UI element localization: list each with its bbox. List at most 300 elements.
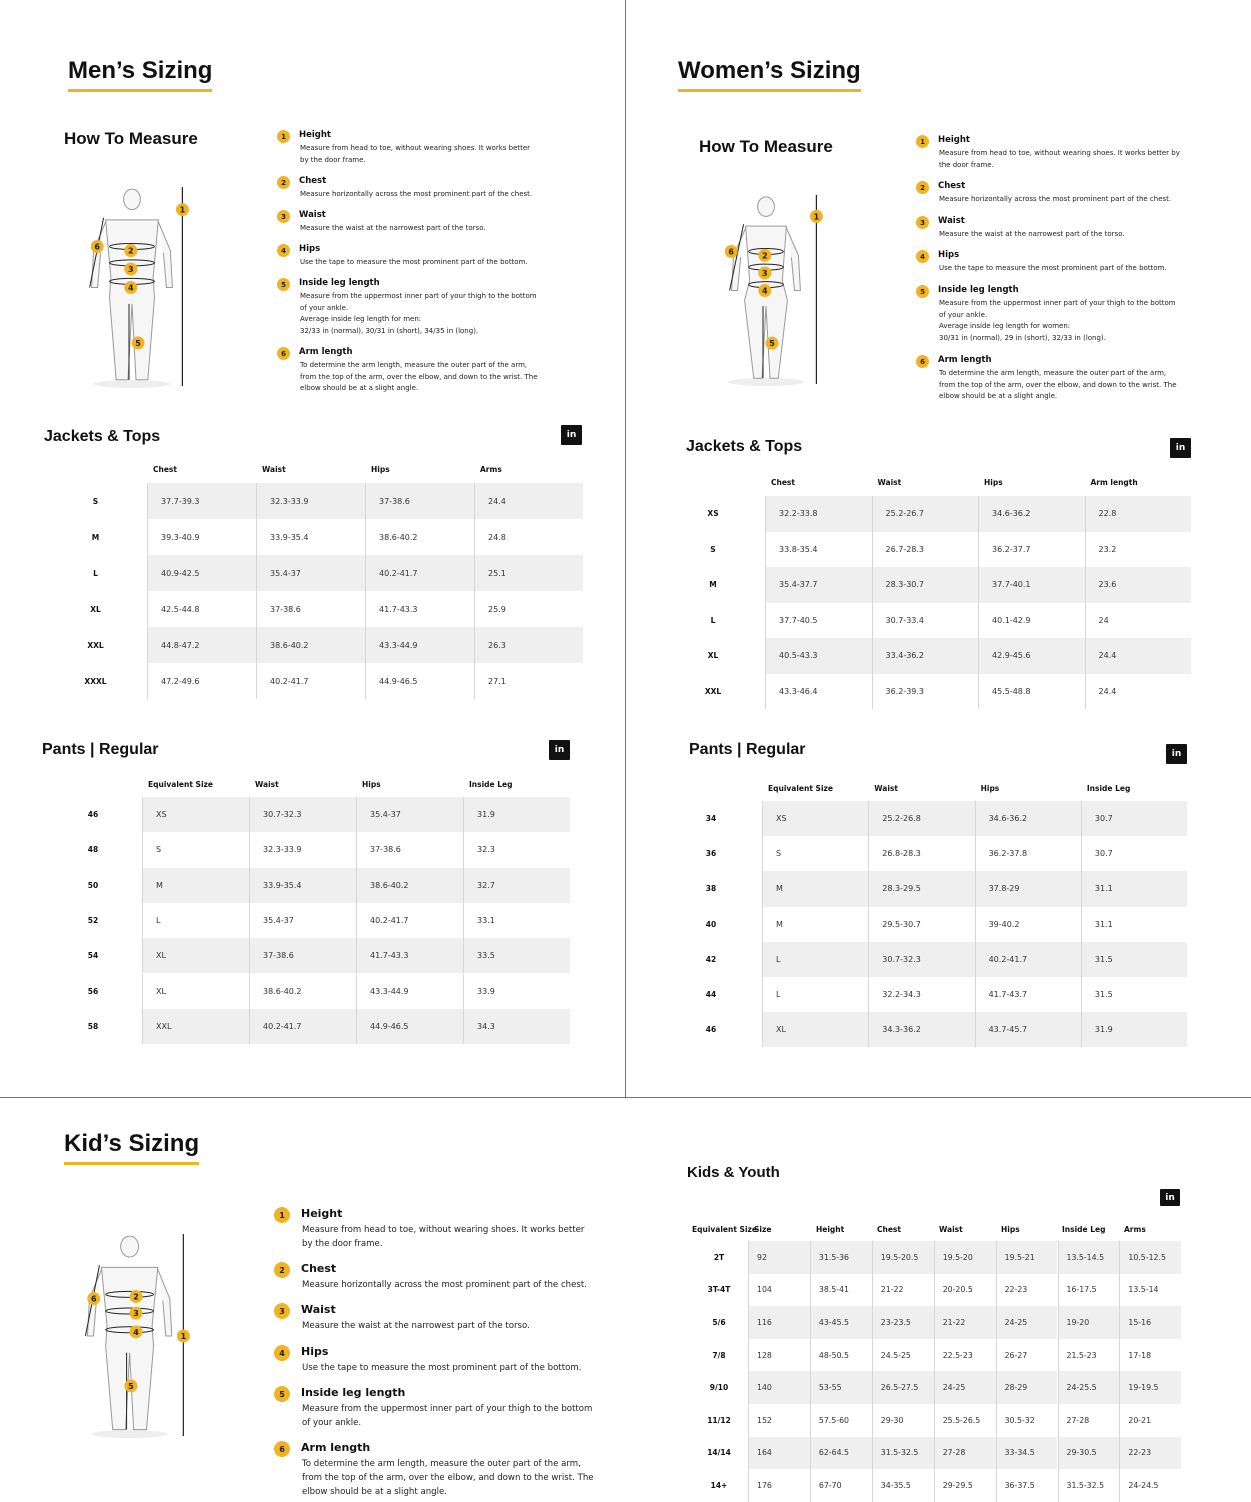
table-cell: 37.7-39.3 <box>147 483 256 519</box>
step-description: Use the tape to measure the most prominent part of the bottom. <box>302 1363 582 1373</box>
women-sizing-title: Women’s Sizing <box>678 57 861 92</box>
women-pants-heading: Pants | Regular <box>689 741 806 758</box>
row-label: 44 <box>705 990 717 1000</box>
table-cell: 41.7-43.7 <box>975 977 1081 1012</box>
table-cell: 116 <box>748 1306 810 1339</box>
marker-5-icon <box>132 336 145 349</box>
table-cell: 92 <box>748 1241 810 1274</box>
table-cell: 24.5-25 <box>872 1339 934 1372</box>
step-number-badge: 6 <box>916 355 929 368</box>
table-cell: 31.1 <box>1081 907 1187 942</box>
table-cell: 37-38.6 <box>356 832 463 867</box>
step-title: Height <box>301 1207 343 1220</box>
table-cell: XL <box>142 974 249 1009</box>
svg-text:5: 5 <box>135 338 141 348</box>
step-description: Measure from head to toe, without wearing shoes. It works better by the door frame. <box>300 144 531 164</box>
men-pants-heading: Pants | Regular <box>42 741 159 758</box>
table-cell: 15-16 <box>1119 1306 1181 1339</box>
table-cell: 30.7-33.4 <box>872 603 979 639</box>
men-how-to-measure-heading: How To Measure <box>64 129 198 148</box>
step-number-badge: 3 <box>274 1303 290 1319</box>
table-cell: 33-34.5 <box>996 1437 1058 1470</box>
table-cell: 23-23.5 <box>872 1306 934 1339</box>
table-cell: 42.5-44.8 <box>147 591 256 627</box>
table-cell: 25.2-26.7 <box>872 496 979 532</box>
step-number-badge: 5 <box>916 285 929 298</box>
table-cell: 33.9 <box>463 974 570 1009</box>
table-cell: 38.6-40.2 <box>356 868 463 903</box>
table-cell: 29-30.5 <box>1058 1437 1120 1470</box>
table-cell: 36.2-39.3 <box>872 674 979 710</box>
women-how-to-measure-heading: How To Measure <box>699 137 833 156</box>
table-cell: 34.3-36.2 <box>868 1012 974 1047</box>
table-cell: 37.7-40.5 <box>765 603 872 639</box>
svg-text:6: 6 <box>90 1294 97 1304</box>
step-number-badge: 4 <box>916 250 929 263</box>
marker-4-icon <box>124 281 137 294</box>
table-cell: 28.3-30.7 <box>872 567 979 603</box>
step-description: Measure the waist at the narrowest part of the torso. <box>939 230 1125 238</box>
column-header: Hips <box>984 478 1003 487</box>
table-cell: 31.5-32.5 <box>872 1437 934 1470</box>
table-cell: 30.7-32.3 <box>868 942 974 977</box>
step-title: Chest <box>301 1262 337 1275</box>
svg-text:2: 2 <box>133 1292 139 1302</box>
step-description: Use the tape to measure the most prominent part of the bottom. <box>939 264 1167 272</box>
table-cell: 67-70 <box>810 1469 872 1502</box>
row-label: 48 <box>87 845 99 855</box>
table-cell: S <box>762 836 868 871</box>
table-cell: 28-29 <box>996 1371 1058 1404</box>
body-silhouette-icon <box>72 1232 200 1440</box>
kids-unit-badge[interactable]: in <box>1160 1189 1180 1206</box>
table-cell: 22.5-23 <box>934 1339 996 1372</box>
marker-3-icon <box>124 263 137 276</box>
row-label: 34 <box>705 814 717 824</box>
table-cell: 24-25.5 <box>1058 1371 1120 1404</box>
table-cell: 33.4-36.2 <box>872 638 979 674</box>
table-cell: 29-29.5 <box>934 1469 996 1502</box>
step-title: Inside leg length <box>301 1386 406 1399</box>
column-header: Size <box>754 1225 772 1234</box>
step-title: Arm length <box>301 1441 371 1454</box>
table-cell: 26.7-28.3 <box>872 532 979 568</box>
table-cell: 26.3 <box>474 627 583 663</box>
row-label: 58 <box>87 1021 99 1031</box>
kids-sizing-title: Kid’s Sizing <box>64 1130 199 1165</box>
step-title: Hips <box>938 250 960 260</box>
step-description: To determine the arm length, measure the outer part of the arm, from the top of the arm, over the elbow, and down to the wrist. The elbow should be at a slight angle. <box>939 369 1177 400</box>
column-header: Equivalent Size <box>692 1225 757 1234</box>
row-label: 36 <box>705 849 717 859</box>
table-cell: 31.5 <box>1081 977 1187 1012</box>
svg-text:2: 2 <box>762 251 768 261</box>
table-cell: 40.5-43.3 <box>765 638 872 674</box>
table-cell: 25.1 <box>474 555 583 591</box>
marker-2-icon <box>130 1290 143 1303</box>
column-header: Waist <box>874 784 898 793</box>
row-label: XXL <box>87 640 104 650</box>
table-cell: 24.4 <box>1085 674 1192 710</box>
table-cell: 32.3-33.9 <box>249 832 356 867</box>
table-cell: 40.2-41.7 <box>975 942 1081 977</box>
column-header: Equivalent Size <box>768 784 833 793</box>
row-label: XL <box>707 651 719 661</box>
marker-6-icon <box>725 245 738 258</box>
column-header: Waist <box>877 478 902 487</box>
row-label: L <box>710 615 716 625</box>
table-cell: 31.5 <box>1081 942 1187 977</box>
table-cell: 25.9 <box>474 591 583 627</box>
table-cell: 35.4-37 <box>356 797 463 832</box>
column-header: Chest <box>153 465 177 474</box>
table-cell: 24.4 <box>474 483 583 519</box>
men-jackets-heading: Jackets & Tops <box>44 428 161 445</box>
step-number-badge: 1 <box>916 135 929 148</box>
table-cell: S <box>142 832 249 867</box>
table-cell: 30.7 <box>1081 801 1187 836</box>
column-header: Waist <box>255 780 279 789</box>
table-cell: 43.3-44.9 <box>356 974 463 1009</box>
table-cell: 57.5-60 <box>810 1404 872 1437</box>
table-cell: 17-18 <box>1119 1339 1181 1372</box>
step-title: Height <box>299 130 331 140</box>
step-description: Measure the waist at the narrowest part of the torso. <box>302 1321 530 1331</box>
table-cell: 28.3-29.5 <box>868 871 974 906</box>
step-title: Arm length <box>938 355 992 365</box>
table-cell: 32.7 <box>463 868 570 903</box>
marker-2-icon <box>124 244 137 257</box>
table-cell: 47.2-49.6 <box>147 663 256 699</box>
table-cell: 34-35.5 <box>872 1469 934 1502</box>
table-cell: 34.6-36.2 <box>978 496 1085 532</box>
svg-text:4: 4 <box>762 286 768 296</box>
marker-3-icon <box>130 1307 143 1320</box>
table-cell: M <box>762 871 868 906</box>
step-number-badge: 4 <box>274 1345 290 1361</box>
step-title: Inside leg length <box>938 285 1019 295</box>
svg-text:1: 1 <box>180 1332 187 1341</box>
table-cell: 37-38.6 <box>249 938 356 973</box>
table-cell: 48-50.5 <box>810 1339 872 1372</box>
table-cell: 40.9-42.5 <box>147 555 256 591</box>
vertical-divider <box>625 0 626 1097</box>
table-cell: 24 <box>1085 603 1192 639</box>
table-cell: 38.6-40.2 <box>256 627 365 663</box>
row-label: 56 <box>87 986 99 996</box>
column-header: Inside Leg <box>469 780 513 789</box>
step-title: Waist <box>938 216 965 226</box>
table-cell: 33.1 <box>463 903 570 938</box>
row-label: 42 <box>705 954 717 964</box>
table-cell: 30.7-32.3 <box>249 797 356 832</box>
marker-1-icon <box>176 203 189 216</box>
table-cell: 62-64.5 <box>810 1437 872 1470</box>
step-title: Hips <box>299 244 321 254</box>
women-jackets-unit-badge[interactable]: in <box>1170 438 1191 458</box>
step-title: Inside leg length <box>299 278 380 288</box>
table-cell: 40.1-42.9 <box>978 603 1085 639</box>
men-pants-unit-badge[interactable]: in <box>549 740 570 760</box>
body-silhouette-icon <box>712 193 832 388</box>
table-cell: 39-40.2 <box>975 907 1081 942</box>
table-cell: 44.9-46.5 <box>365 663 474 699</box>
row-label: S <box>92 496 99 506</box>
table-cell: 38.6-40.2 <box>365 519 474 555</box>
row-label: 11/12 <box>707 1415 731 1425</box>
marker-6-icon <box>91 240 104 253</box>
men-body-figure <box>78 185 198 390</box>
table-cell: XS <box>762 801 868 836</box>
table-cell: 38.5-41 <box>810 1274 872 1307</box>
table-cell: 24.8 <box>474 519 583 555</box>
step-description: Measure from head to toe, without wearing shoes. It works better by the door frame. <box>939 149 1180 169</box>
table-cell: XS <box>142 797 249 832</box>
table-cell: 13.5-14 <box>1119 1274 1181 1307</box>
column-header: Hips <box>1001 1225 1020 1234</box>
step-number-badge: 2 <box>277 176 290 189</box>
table-cell: 35.4-37 <box>249 903 356 938</box>
table-cell: 29.5-30.7 <box>868 907 974 942</box>
marker-4-icon <box>758 284 771 297</box>
row-label: 38 <box>705 884 717 894</box>
table-cell: 35.4-37.7 <box>765 567 872 603</box>
marker-1-icon <box>177 1330 190 1343</box>
table-cell: 30.5-32 <box>996 1404 1058 1437</box>
svg-text:4: 4 <box>128 283 134 293</box>
table-cell: 31.5-32.5 <box>1058 1469 1120 1502</box>
column-header: Equivalent Size <box>148 780 213 789</box>
column-header: Hips <box>980 784 1000 793</box>
table-cell: 43.7-45.7 <box>975 1012 1081 1047</box>
table-cell: 35.4-37 <box>256 555 365 591</box>
marker-5-icon <box>766 337 779 350</box>
svg-text:2: 2 <box>128 246 134 256</box>
table-cell: 37.8-29 <box>975 871 1081 906</box>
svg-text:5: 5 <box>769 339 775 349</box>
svg-text:6: 6 <box>94 242 100 252</box>
column-header: Hips <box>371 465 390 474</box>
table-cell: 24-24.5 <box>1119 1469 1181 1502</box>
row-label: M <box>91 532 100 542</box>
step-title: Waist <box>299 210 326 220</box>
table-cell: 38.6-40.2 <box>249 974 356 1009</box>
table-cell: 53-55 <box>810 1371 872 1404</box>
marker-3-icon <box>758 266 771 279</box>
table-cell: 22-23 <box>996 1274 1058 1307</box>
table-cell: 140 <box>748 1371 810 1404</box>
row-label: 54 <box>87 951 99 961</box>
table-cell: 24-25 <box>996 1306 1058 1339</box>
table-cell: L <box>142 903 249 938</box>
step-description: Measure horizontally across the most prominent part of the chest. <box>300 190 533 198</box>
table-cell: 104 <box>748 1274 810 1307</box>
table-cell: 16-17.5 <box>1058 1274 1120 1307</box>
step-description: To determine the arm length, measure the outer part of the arm, from the top of the arm, over the elbow, and down to the wrist. The elbow should be at a slight angle. <box>300 361 538 392</box>
table-cell: M <box>762 907 868 942</box>
table-cell: 43.3-44.9 <box>365 627 474 663</box>
table-cell: XXL <box>142 1009 249 1044</box>
table-cell: 43.3-46.4 <box>765 674 872 710</box>
table-cell: L <box>762 977 868 1012</box>
step-number-badge: 4 <box>277 244 290 257</box>
table-cell: 128 <box>748 1339 810 1372</box>
column-header: Chest <box>771 478 795 487</box>
svg-text:3: 3 <box>133 1309 139 1319</box>
table-cell: 32.2-33.8 <box>765 496 872 532</box>
table-cell: 32.2-34.3 <box>868 977 974 1012</box>
table-cell: 20-20.5 <box>934 1274 996 1307</box>
table-cell: 26-27 <box>996 1339 1058 1372</box>
column-header: Chest <box>877 1225 901 1234</box>
marker-6-icon <box>87 1292 100 1305</box>
table-cell: 34.3 <box>463 1009 570 1044</box>
row-label: 9/10 <box>709 1383 729 1393</box>
row-label: 52 <box>87 916 99 926</box>
table-cell: 44.8-47.2 <box>147 627 256 663</box>
row-label: 50 <box>87 880 99 890</box>
table-cell: 27-28 <box>934 1437 996 1470</box>
column-header: Inside Leg <box>1086 784 1131 793</box>
table-cell: 31.1 <box>1081 871 1187 906</box>
step-number-badge: 2 <box>916 181 929 194</box>
table-cell: 44.9-46.5 <box>356 1009 463 1044</box>
step-number-badge: 1 <box>274 1207 290 1223</box>
table-cell: 25.2-26.8 <box>868 801 974 836</box>
table-cell: 24.4 <box>1085 638 1192 674</box>
table-cell: 19.5-20.5 <box>872 1241 934 1274</box>
row-label: 40 <box>705 919 717 929</box>
table-cell: 164 <box>748 1437 810 1470</box>
table-cell: 24-25 <box>934 1371 996 1404</box>
kids-body-figure <box>72 1232 200 1440</box>
table-cell: 19.5-20 <box>934 1241 996 1274</box>
step-description: To determine the arm length, measure the outer part of the arm, from the top of the arm, over the elbow, and down to the wrist. The elbow should be at a slight angle. <box>302 1459 594 1497</box>
table-cell: 13.5-14.5 <box>1058 1241 1120 1274</box>
table-cell: 10.5-12.5 <box>1119 1241 1181 1274</box>
table-cell: 20-21 <box>1119 1404 1181 1437</box>
women-body-figure <box>712 193 832 388</box>
table-cell: 33.5 <box>463 938 570 973</box>
table-cell: 36.2-37.8 <box>975 836 1081 871</box>
step-number-badge: 6 <box>274 1441 290 1457</box>
table-cell: 26.8-28.3 <box>868 836 974 871</box>
step-number-badge: 1 <box>277 130 290 143</box>
svg-text:1: 1 <box>179 205 186 215</box>
row-label: 7/8 <box>712 1350 726 1360</box>
horizontal-divider <box>0 1097 1251 1098</box>
step-number-badge: 3 <box>277 210 290 223</box>
row-label: M <box>709 580 717 590</box>
step-number-badge: 5 <box>277 278 290 291</box>
step-title: Arm length <box>299 347 353 357</box>
table-cell: XL <box>762 1012 868 1047</box>
men-jackets-unit-badge[interactable]: in <box>561 425 582 445</box>
table-cell: 19-19.5 <box>1119 1371 1181 1404</box>
step-description: Measure from the uppermost inner part of your thigh to the bottom of your ankle. Average inside leg length for women: 30/31 in (normal), 29 in (short), 32/33 in (long). <box>939 299 1176 342</box>
table-cell: 42.9-45.6 <box>978 638 1085 674</box>
row-label: XXL <box>704 686 722 696</box>
row-label: XS <box>707 509 719 519</box>
step-description: Use the tape to measure the most prominent part of the bottom. <box>300 258 528 266</box>
men-sizing-title: Men’s Sizing <box>68 57 212 92</box>
step-title: Waist <box>301 1303 336 1316</box>
row-label: 2T <box>713 1252 725 1262</box>
table-cell: 30.7 <box>1081 836 1187 871</box>
table-cell: 32.3-33.9 <box>256 483 365 519</box>
column-header: Height <box>816 1225 845 1234</box>
marker-1-icon <box>810 210 823 223</box>
table-cell: 34.6-36.2 <box>975 801 1081 836</box>
column-header: Inside Leg <box>1062 1225 1106 1234</box>
table-cell: XL <box>142 938 249 973</box>
svg-text:3: 3 <box>762 268 768 278</box>
step-description: Measure from the uppermost inner part of your thigh to the bottom of your ankle. Average inside leg length for men: 32/33 in (normal), 30/31 in (short), 34/35 in (long). <box>300 292 537 335</box>
step-number-badge: 3 <box>916 216 929 229</box>
row-label: S <box>710 544 716 554</box>
table-cell: 23.2 <box>1085 532 1192 568</box>
marker-2-icon <box>758 249 771 262</box>
table-cell: 40.2-41.7 <box>365 555 474 591</box>
table-cell: 41.7-43.3 <box>356 938 463 973</box>
column-header: Arm length <box>1090 478 1138 487</box>
table-cell: 176 <box>748 1469 810 1502</box>
table-cell: 40.2-41.7 <box>256 663 365 699</box>
svg-text:4: 4 <box>133 1327 139 1337</box>
table-cell: 36-37.5 <box>996 1469 1058 1502</box>
table-cell: 43-45.5 <box>810 1306 872 1339</box>
women-pants-unit-badge[interactable]: in <box>1166 744 1187 764</box>
table-cell: 33.8-35.4 <box>765 532 872 568</box>
step-description: Measure from head to toe, without wearing shoes. It works better by the door frame. <box>302 1225 585 1249</box>
step-title: Chest <box>938 181 966 191</box>
table-cell: 31.9 <box>463 797 570 832</box>
table-cell: 40.2-41.7 <box>356 903 463 938</box>
table-cell: 33.9-35.4 <box>249 868 356 903</box>
step-number-badge: 6 <box>277 347 290 360</box>
step-description: Measure the waist at the narrowest part of the torso. <box>300 224 486 232</box>
table-cell: 31.9 <box>1081 1012 1187 1047</box>
column-header: Waist <box>262 465 286 474</box>
step-description: Measure from the uppermost inner part of your thigh to the bottom of your ankle. <box>302 1404 593 1428</box>
step-number-badge: 5 <box>274 1386 290 1402</box>
table-cell: 25.5-26.5 <box>934 1404 996 1437</box>
table-cell: 29-30 <box>872 1404 934 1437</box>
table-cell: 33.9-35.4 <box>256 519 365 555</box>
row-label: 5/6 <box>712 1317 726 1327</box>
svg-text:1: 1 <box>813 212 820 222</box>
row-label: L <box>93 568 98 578</box>
row-label: 14/14 <box>707 1448 731 1458</box>
svg-text:5: 5 <box>128 1381 134 1391</box>
column-header: Arms <box>1124 1225 1146 1234</box>
column-header: Arms <box>480 465 502 474</box>
table-cell: 31.5-36 <box>810 1241 872 1274</box>
body-silhouette-icon <box>78 185 198 390</box>
step-number-badge: 2 <box>274 1262 290 1278</box>
table-cell: 45.5-48.8 <box>978 674 1085 710</box>
marker-4-icon <box>130 1325 143 1338</box>
table-cell: 19.5-21 <box>996 1241 1058 1274</box>
row-label: 46 <box>87 810 99 820</box>
column-header: Waist <box>939 1225 963 1234</box>
table-cell: 27.1 <box>474 663 583 699</box>
table-cell: 21.5-23 <box>1058 1339 1120 1372</box>
table-cell: 22-23 <box>1119 1437 1181 1470</box>
step-title: Chest <box>299 176 327 186</box>
svg-text:6: 6 <box>728 247 734 257</box>
table-cell: 41.7-43.3 <box>365 591 474 627</box>
